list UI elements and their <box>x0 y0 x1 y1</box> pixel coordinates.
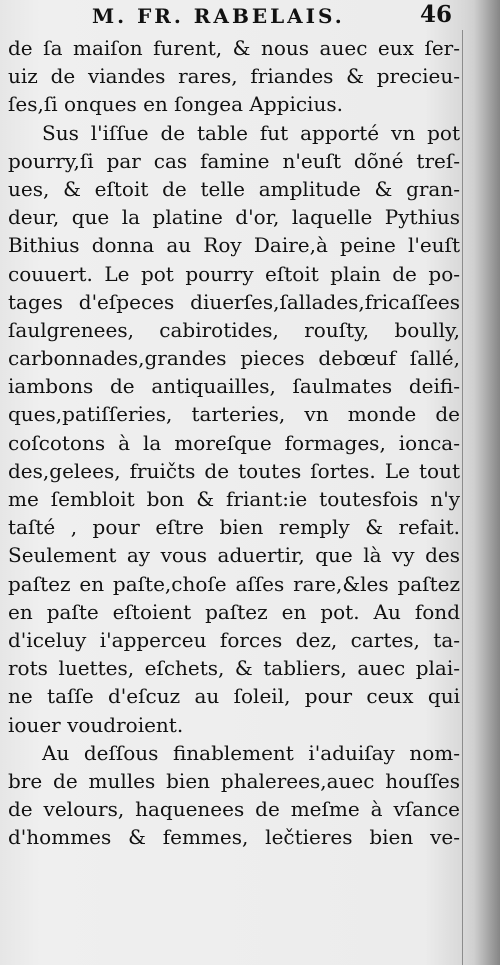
text-line: ues, & eſtoit de telle amplitude & gran- <box>8 176 460 201</box>
text-line: Bithius donna au Roy Daire,à peine l'euſt <box>8 233 460 258</box>
text-line: ques,patiſſeries, tarteries, vn monde de <box>8 402 460 427</box>
text-line: Au deſſous finablement i'aduiſay nom- <box>42 740 460 765</box>
gutter-shadow <box>474 0 500 965</box>
body-text <box>8 34 460 851</box>
text-line: tages d'eſpeces diuerſes,ſallades,fricaſſees <box>8 289 460 314</box>
text-line: taſté , pour eſtre bien remply & refait. <box>8 515 460 540</box>
text-line: d'iceluy i'apperceu forces dez, cartes, ta- <box>8 627 460 652</box>
text-line: iouer voudroient. <box>8 712 184 737</box>
text-line: pourry,ſi par cas famine n'euſt dõné treſ- <box>8 148 460 173</box>
text-line: Sus l'iſſue de table fut apporté vn pot <box>42 120 460 145</box>
text-line: ſaulgrenees, cabirotides, rouſty, boully, <box>8 317 460 342</box>
text-line: couuert. Le pot pourry eſtoit plain de po- <box>8 261 460 286</box>
text-line: me ſembloit bon & friant:ie toutesfois n'y <box>8 487 460 511</box>
text-line: ne taſſe d'eſcuz au ſoleil, pour ceux qui <box>8 684 460 709</box>
text-line: rots luettes, eſchets, & tabliers, auec plai- <box>8 656 460 681</box>
text-line: coſcotons à la moreſque formages, ioncа- <box>8 430 460 455</box>
text-line: bre de mulles bien phalerees,auec houſſes <box>8 768 460 793</box>
running-head: M. FR. RABELAIS. <box>92 4 345 28</box>
text-block-edge <box>462 30 463 965</box>
page-number: 46 <box>420 1 453 28</box>
page-header <box>0 0 500 36</box>
text-line: de velours, haquenees de meſme à vſance <box>8 797 460 822</box>
text-line: uiz de viandes rares, friandes & precieu- <box>8 64 460 89</box>
text-line: iambons de antiquailles, ſaulmates deifi- <box>8 374 460 399</box>
text-line: carbonnades,grandes pieces debœuf ſallé, <box>8 346 460 371</box>
text-line: des,gelees, fruičts de toutes ſortes. Le tout <box>8 458 460 483</box>
text-line: Seulement ay vous aduertir, que là vy des <box>8 543 460 568</box>
text-line: ſes,ſi onques en ſongea Appicius. <box>8 92 343 117</box>
text-line: de ſa maiſon furent, & nous auec eux ſer- <box>8 36 460 60</box>
text-line: deur, que la platine d'or, laquelle Pythius <box>8 205 460 230</box>
text-line: paſtez en paſte,choſe aſſes rare,&les paſtez <box>8 571 460 596</box>
text-line: en paſte eſtoient paſtez en pot. Au fond <box>8 599 460 624</box>
text-line: d'hommes & femmes, lečtieres bien ve- <box>8 825 460 850</box>
